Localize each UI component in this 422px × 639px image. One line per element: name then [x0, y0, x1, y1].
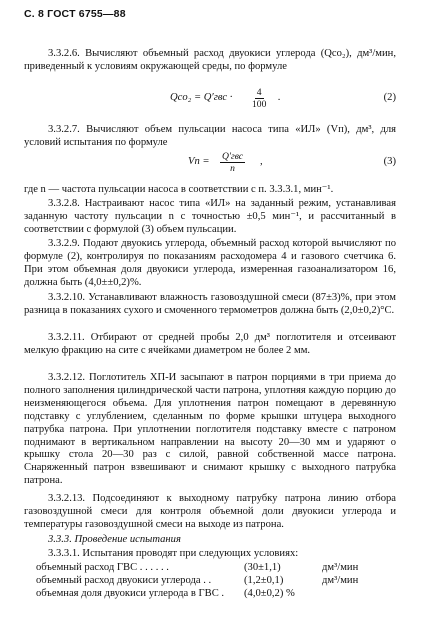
condition-row — [36, 575, 398, 588]
paragraph-3-3-2-13: 3.3.2.13. Подсоединяют к выходному патрубку патрона линию отбора газовоздушной смеси для контроля объемной доли двуокиси углерода и температуры газовоздушной смеси на выходе из патрона. — [24, 493, 396, 530]
formula-2 — [24, 86, 396, 114]
formula-3-numerator: Q′гвс — [222, 151, 244, 162]
condition-name: объемный расход ГВС . . . . . . — [36, 562, 169, 573]
formula-3-number: (3) — [383, 156, 396, 167]
condition-unit: дм³/мин — [322, 562, 359, 573]
paragraph-3-3-2-10: 3.3.2.10. Устанавливают влажность газовоздушной смеси (87±3)%, при этом разница в показаниях сухого и смоченного термометров должна быть (2,0±0,2)°С. — [24, 292, 396, 316]
paragraph-3-3-2-8: 3.3.2.8. Настраивают насос типа «ИЛ» на заданный режим, устанавливая заданную частоту пульсации n с точностью ±0,5 мин⁻¹, и рассчитанный в соответствии с формулой (3) объем пульсации. — [24, 198, 396, 235]
condition-row — [36, 588, 398, 601]
paragraph-3-3-2-7: 3.3.2.7. Вычисляют объем пульсации насоса типа «ИЛ» (Vп), дм³, для условий испытания по формуле — [24, 124, 396, 148]
paragraph-3-3-2-11: 3.3.2.11. Отбирают от средней пробы 2,0 дм³ поглотителя и отсеивают мелкую фракцию на сите с ячейками диаметром не более 2 мм. — [24, 332, 396, 356]
paragraph-3-3-3-1: 3.3.3.1. Испытания проводят при следующих условиях: — [48, 548, 299, 559]
condition-value: (30±1,1) — [244, 562, 281, 573]
conditions-list — [36, 562, 398, 601]
condition-value: (4,0±0,2) % — [244, 588, 295, 599]
paragraph-where-n: где n — частота пульсации насоса в соответствии с п. 3.3.3.1, мин⁻¹. — [24, 184, 334, 195]
condition-name: объемная доля двуокиси углерода в ГВС . — [36, 588, 225, 599]
condition-row — [36, 562, 398, 575]
paragraph-3-3-2-6: 3.3.2.6. Вычисляют объемный расход двуокиси углерода (Qco₂), дм³/мин, приведенный к условиям окружающей среды, по формуле — [24, 48, 396, 72]
condition-unit: дм³/мин — [322, 575, 359, 586]
formula-2-lhs: Qco₂ = Q′гвс · — [170, 92, 233, 103]
formula-3 — [24, 150, 396, 178]
formula-3-denominator: n — [230, 163, 235, 174]
formula-2-numerator: 4 — [256, 87, 262, 98]
paragraph-3-3-2-9: 3.3.2.9. Подают двуокись углерода, объемный расход которой вычисляют по формуле (2), контролируя по показаниям расходомера 4 и газового счетчика 6. При этом объемная доля двуокиси углерода, измеренная газоанализатором 16, должна быть (4,0±±0,2)%. — [24, 238, 396, 288]
paragraph-3-3-2-12: 3.3.2.12. Поглотитель ХП-И засыпают в патрон порциями в три приема до полного заполнения цилиндрической части патрона, уплотняя каждую порцию до неизменяющегося объема. Для уплотнения патрон помещают в деревянную подставку с углублением, сделанным по форме крышки штуцера выходного патрубка патрона. При уплотнении поглотителя подставку вместе с патроном поднимают в вертикальном направлении на высоту 20—30 мм и ударяют о крышку стола 20—30 раз с силой, равной собственной массе патрона. Снаряженный патрон взвешивают и снимают крышку с выходного патрубка патрона. — [24, 372, 396, 487]
formula-2-denominator: 100 — [252, 99, 267, 110]
formula-3-lhs: Vп = — [188, 156, 210, 167]
page-header: С. 8 ГОСТ 6755—88 — [24, 8, 126, 20]
formula-3-tail: , — [260, 156, 263, 167]
formula-2-number: (2) — [383, 92, 396, 103]
condition-name: объемный расход двуокиси углерода . . — [36, 575, 212, 586]
condition-value: (1,2±0,1) — [244, 575, 284, 586]
formula-2-fraction — [250, 87, 268, 110]
formula-2-tail: . — [278, 92, 281, 103]
formula-3-fraction — [220, 151, 245, 174]
section-title-3-3-3: 3.3.3. Проведение испытания — [48, 534, 181, 545]
